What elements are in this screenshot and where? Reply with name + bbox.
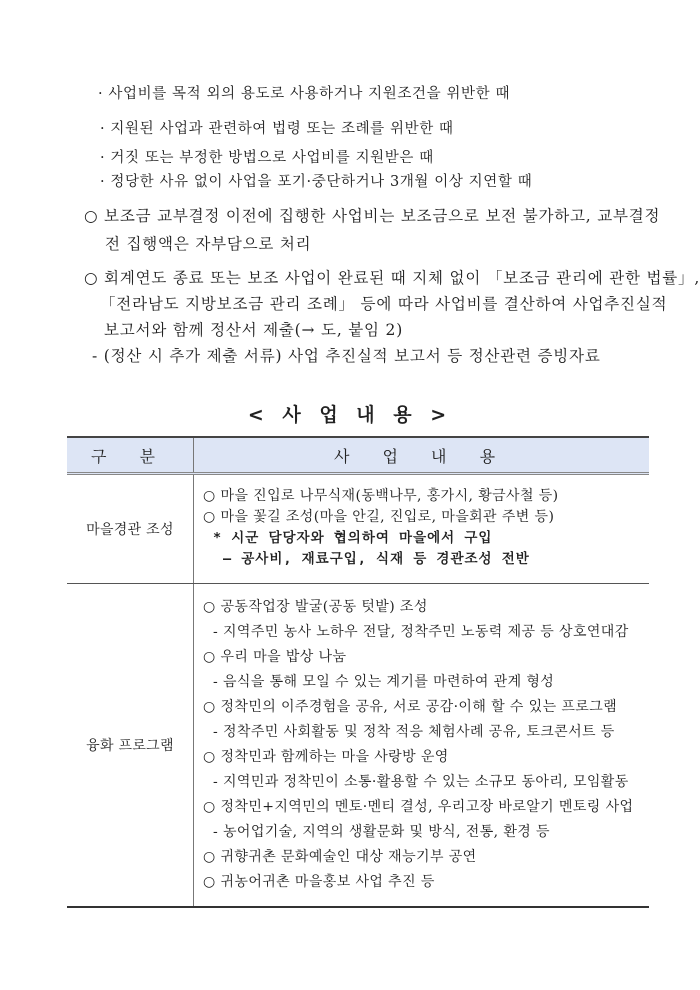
paragraph-line: 보고서와 함께 정산서 제출(→ 도, 붙임 2) [104,321,404,339]
row-content [194,474,650,584]
content-subitem: - 음식을 통해 모일 수 있는 계기를 마련하여 관계 형성 [213,674,555,690]
content-subitem: - 지역주민 농사 노하우 전달, 정착주민 노동력 제공 등 상호연대감 [213,624,629,640]
header-content: 사 업 내 용 [194,437,650,474]
content-item: ○ 마을 진입로 나무식재(동백나무, 홍가시, 황금사철 등) [203,488,559,504]
content-item: ○ 귀농어귀촌 마을홍보 사업 추진 등 [203,874,435,890]
paragraph-line: 전 집행액은 자부담으로 처리 [105,235,312,253]
paragraph-line: ○ 회계연도 종료 또는 보조 사업이 완료된 때 지체 없이 「보조금 관리에 관한 법률」, [84,269,700,287]
content-item: ○ 정착민+지역민의 멘토·멘티 결성, 우리고장 바로알기 멘토링 사업 [203,799,634,815]
row-category: 융화 프로그램 [67,584,194,908]
paragraph-line: ○ 보조금 교부결정 이전에 집행한 사업비는 보조금으로 보전 불가하고, 교부결정 [84,207,661,225]
table-row [67,474,649,584]
content-item: ○ 정착민의 이주경험을 공유, 서로 공감·이해 할 수 있는 프로그램 [203,699,618,715]
content-item: ○ 우리 마을 밥상 나눔 [203,649,347,665]
table-header-row [67,437,649,474]
content-subitem: - 농어업기술, 지역의 생활문화 및 방식, 전통, 환경 등 [213,824,550,840]
section-title: < 사 업 내 용 > [247,404,453,426]
content-item: ○ 마을 꽃길 조성(마을 안길, 진입로, 마을회관 주변 등) [203,509,555,525]
content-item: ○ 정착민과 함께하는 마을 사랑방 운영 [203,749,449,765]
content-subitem: - 지역민과 정착민이 소통·활용할 수 있는 소규모 동아리, 모임활동 [213,774,629,790]
content-item: ○ 귀향귀촌 문화예술인 대상 재능기부 공연 [203,849,477,865]
condition-item: · 거짓 또는 부정한 방법으로 사업비를 지원받은 때 [100,150,434,166]
table-row [67,584,649,908]
content-note: * 시군 담당자와 협의하여 마을에서 구입 [213,530,493,546]
condition-item: · 지원된 사업과 관련하여 법령 또는 조례를 위반한 때 [100,121,454,137]
header-category: 구 분 [67,437,194,474]
condition-item: · 사업비를 목적 외의 용도로 사용하거나 지원조건을 위반한 때 [98,86,511,102]
row-category: 마을경관 조성 [67,474,194,584]
paragraph-line: 「전라남도 지방보조금 관리 조례」 등에 따라 사업비를 결산하여 사업추진실적 [100,295,668,313]
paragraph-note: - (정산 시 추가 제출 서류) 사업 추진실적 보고서 등 정산관련 증빙자료 [92,347,601,365]
condition-item: · 정당한 사유 없이 사업을 포기·중단하거나 3개월 이상 지연할 때 [100,174,533,190]
content-subitem: - 정착주민 사회활동 및 정착 적응 체험사례 공유, 토크콘서트 등 [213,724,615,740]
content-note: – 공사비, 재료구입, 식재 등 경관조성 전반 [223,551,530,567]
row-content [194,584,650,908]
business-content-table [67,436,649,908]
content-item: ○ 공동작업장 발굴(공동 텃밭) 조성 [203,599,428,615]
